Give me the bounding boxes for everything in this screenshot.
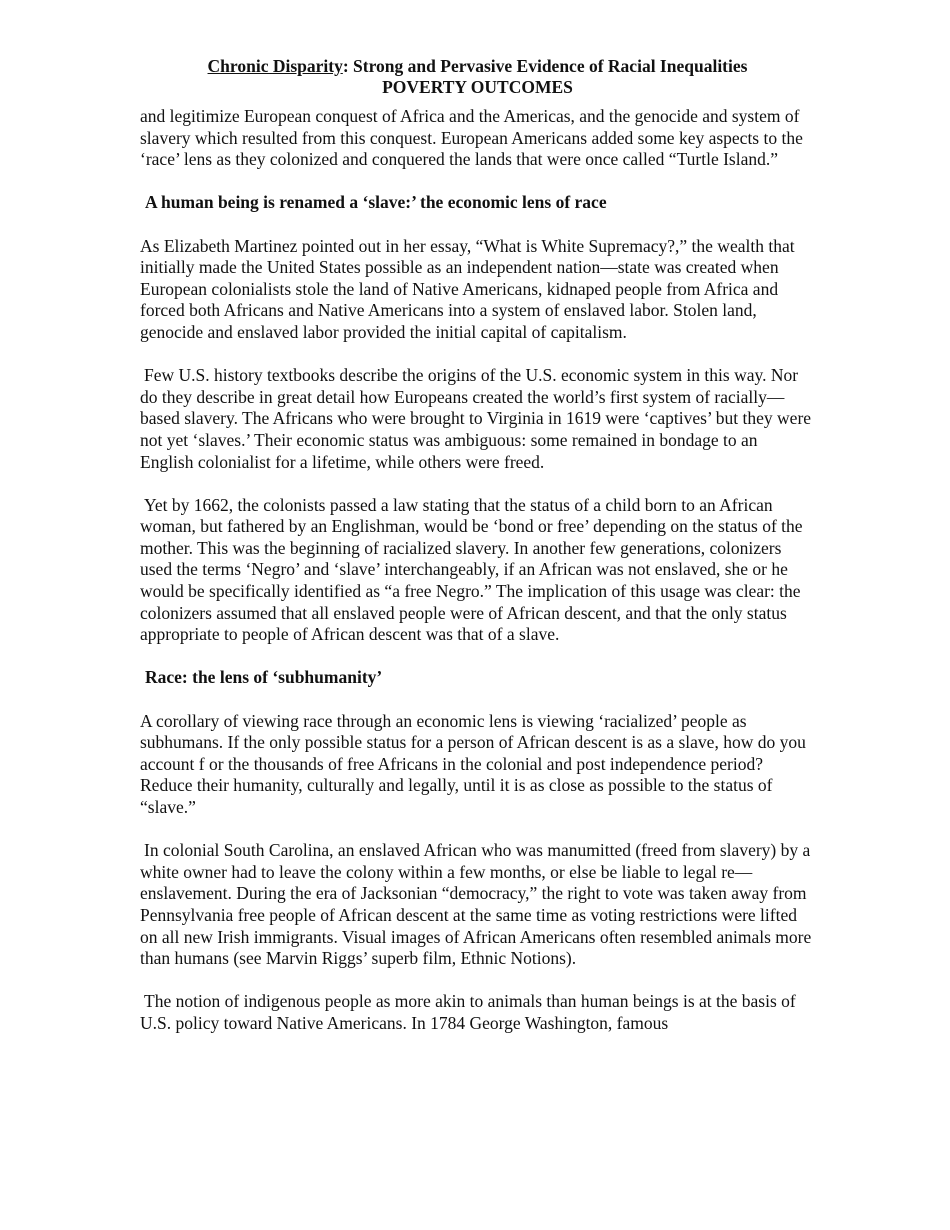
page-subtitle: POVERTY OUTCOMES — [382, 77, 573, 97]
paragraph-1: and legitimize European conquest of Africa and the Americas, and the genocide and system of slavery which resulted from this conquest. European Americans added some key aspects to the ‘race’ lens as they colonized and conquered the lands that were once called “Turtle Island.” — [140, 106, 803, 170]
paragraph-5: A corollary of viewing race through an economic lens is viewing ‘racialized’ people as subhumans. If the only possible status for a person of African descent is as a slave, how do you account f or the thousands of free Africans in the colonial and post independence period? Reduce their humanity, culturally and legally, until it is as close as possible to the status of “slave.” — [140, 710, 806, 817]
section-heading-subhumanity: Race: the lens of ‘subhumanity’ — [145, 667, 383, 688]
paragraph-4: Yet by 1662, the colonists passed a law stating that the status of a child born to an African woman, but fathered by an Englishman, would be ‘bond or free’ depending on the status of the mother. This was the beginning of racialized slavery. In another few generations, colonizers used the terms ‘Negro’ and ‘slave’ interchangeably, if an African was not enslaved, she or he would be specifically identified as “a free Negro.” The implication of this usage was clear: the colonizers assumed that all enslaved people were of African descent, and that the only status appropriate to people of African descent was that of a slave. — [140, 494, 803, 645]
section-heading-economic-lens: A human being is renamed a ‘slave:’ the economic lens of race — [145, 192, 607, 213]
page-title — [140, 56, 815, 77]
paragraph-3: Few U.S. history textbooks describe the origins of the U.S. economic system in this way. Nor do they describe in great detail how Europeans created the world’s first system of racially—based slavery. The Africans who were brought to Virginia in 1619 were ‘captives’ but they were not yet ‘slaves.’ Their economic status was ambiguous: some remained in bondage to an English colonialist for a lifetime, while others were freed. — [140, 365, 812, 472]
paragraph-2: As Elizabeth Martinez pointed out in her essay, “What is White Supremacy?,” the wealth that initially made the United States possible as an independent nation—state was created when European colonialists stole the land of Native Americans, kidnaped people from Africa and forced both Africans and Native Americans into a system of enslaved labor. Stolen land, genocide and enslaved labor provided the initial capital of capitalism. — [140, 235, 795, 342]
paragraph-7: The notion of indigenous people as more akin to animals than human beings is at the basis of U.S. policy toward Native Americans. In 1784 George Washington, famous — [140, 991, 796, 1033]
document-page — [140, 56, 815, 1056]
title-underlined: Chronic Disparity — [207, 56, 343, 76]
page-header — [140, 56, 815, 98]
paragraph-6: In colonial South Carolina, an enslaved African who was manumitted (freed from slavery) by a white owner had to leave the colony within a few months, or else be liable to legal re—enslavement. During the era of Jacksonian “democracy,” the right to vote was taken away from Pennsylvania free people of African descent at the same time as voting restrictions were lifted on all new Irish immigrants. Visual images of African Americans often resembled animals more than humans (see Marvin Riggs’ superb film, Ethnic Notions). — [140, 840, 812, 969]
title-rest: : Strong and Pervasive Evidence of Racial Inequalities — [342, 56, 748, 76]
